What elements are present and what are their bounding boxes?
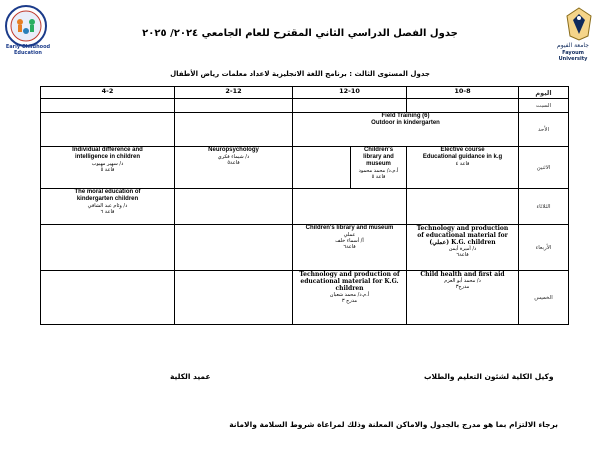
page-subtitle: جدول المستوى الثالث : برنامج اللغة الانجليزية لاعداد معلمات رياض الأطفال <box>170 70 430 78</box>
monday-12-10 <box>351 147 407 189</box>
row-tuesday <box>41 189 569 225</box>
vice-dean-signature-label: وكيل الكلية لشئون التعليم والطلاب <box>424 372 554 381</box>
monday-c2-instructor: أ.م.د/ محمد محمود <box>358 168 399 174</box>
wednesday-c2-room: قاعة٦ <box>343 244 356 250</box>
day-thursday: الخميس <box>519 271 569 325</box>
thursday-c2-room: مدرج ٣ <box>341 298 358 304</box>
sunday-topic: Outdoor in kindergarten <box>371 120 440 126</box>
tuesday-c4-line2: kindergarten children <box>76 196 139 202</box>
tuesday-c4-room: قاعة ٦ <box>100 209 115 215</box>
tuesday-c4-line1: The moral education of <box>74 189 141 195</box>
row-sunday <box>41 113 569 147</box>
schedule-table <box>40 86 569 325</box>
col-header-10-8: 10-8 <box>407 87 519 99</box>
monday-c3-room: قاعة٥ <box>227 160 240 166</box>
safety-note: برجاء الالتزام بما هو مدرج بالجدول والاماكن المعلنة وذلك لمراعاة شروط السلامة والامانة <box>229 420 558 429</box>
thursday-10-8 <box>407 271 519 325</box>
day-sunday: الأحد <box>519 113 569 147</box>
monday-c4-instructor: د/ سهير مهيوب <box>91 161 124 167</box>
wednesday-c2-instructor: أ/ أسماء خلف <box>335 238 364 244</box>
fayoum-university-logo <box>564 6 594 42</box>
wednesday-c1-line3-text: K.G. children <box>451 239 496 246</box>
wednesday-c1-line3 <box>407 239 518 246</box>
col-header-12-10: 12-10 <box>293 87 407 99</box>
header-row <box>41 87 569 99</box>
tuesday-c4-instructor: د/ وئام عبد الشافي <box>87 203 128 209</box>
wednesday-c2-line1: Children's library and museum <box>305 225 394 231</box>
monday-4-2 <box>41 147 175 189</box>
monday-c2-room: قاعة ٥ <box>371 174 386 180</box>
logo-left-caption: Early Childhood Education <box>5 44 51 56</box>
tuesday-4-2 <box>41 189 175 225</box>
row-saturday <box>41 99 569 113</box>
row-thursday <box>41 271 569 325</box>
thursday-c2-line2: educational material for K.G. <box>300 278 399 285</box>
thursday-c2-instructor: أ.م.د/ محمد شعبان <box>329 292 370 298</box>
monday-10-8 <box>407 147 519 189</box>
monday-c4-line2: intelligence in children <box>74 154 140 160</box>
col-header-2-12: 2-12 <box>175 87 293 99</box>
wednesday-c1-room: قاعة٦ <box>456 252 469 258</box>
monday-c2-line2: library and <box>363 154 394 160</box>
monday-c3-line1: Neuropsychology <box>208 147 259 153</box>
monday-c4-line1: Individual difference and <box>72 147 143 153</box>
thursday-c2-line1: Technology and production of <box>299 271 400 278</box>
row-monday <box>41 147 569 189</box>
wednesday-c1-note: (عملي) <box>429 239 450 246</box>
dean-signature-label: عميد الكلية <box>170 372 211 381</box>
sunday-field-training <box>293 113 519 147</box>
monday-c1-line2: Educational guidance in k.g <box>422 154 503 160</box>
thursday-c1-line1: Child health and first aid <box>420 271 505 278</box>
thursday-12-10 <box>293 271 407 325</box>
logo-right-english: Fayoum University <box>558 50 588 62</box>
monday-c3-instructor: د/ شيماء فكري <box>217 154 250 160</box>
day-saturday: السبت <box>519 99 569 113</box>
monday-c4-room: قاعة ٥ <box>100 167 115 173</box>
thursday-c2-line3: children <box>335 285 364 292</box>
page-title: جدول الفصل الدراسي الثاني المقترح للعام الجامعي ٢٠٢٤/ ٢٠٢٥ <box>142 28 458 39</box>
thursday-c1-instructor: د/ محمد أبو العزم <box>444 278 481 284</box>
monday-c1-room: قاعة ٤ <box>455 161 470 167</box>
wednesday-c1-line1: Technology and production <box>416 225 509 232</box>
monday-c2-line1: Children's <box>363 147 394 153</box>
monday-2-12 <box>175 147 293 189</box>
monday-c1-line1: Elective course <box>440 147 485 153</box>
logo-right-arabic: جامعة الفيوم <box>557 42 589 49</box>
monday-c2-line3: museum <box>366 161 391 167</box>
wednesday-c1-line2: of educational material for <box>417 232 508 239</box>
day-tuesday: الثلاثاء <box>519 189 569 225</box>
sunday-course: Field Training (6) <box>381 113 430 119</box>
day-wednesday: الأربعاء <box>519 225 569 271</box>
wednesday-c2-note: عملي <box>343 232 356 238</box>
wednesday-12-10 <box>293 225 407 271</box>
thursday-c1-room: مدرج٣ <box>455 284 470 290</box>
wednesday-10-8 <box>407 225 519 271</box>
day-monday: الاثنين <box>519 147 569 189</box>
col-header-4-2: 4-2 <box>41 87 175 99</box>
col-header-day: اليوم <box>519 87 569 99</box>
wednesday-c1-instructor: د/ أميرة أيمن <box>448 246 477 252</box>
row-wednesday <box>41 225 569 271</box>
